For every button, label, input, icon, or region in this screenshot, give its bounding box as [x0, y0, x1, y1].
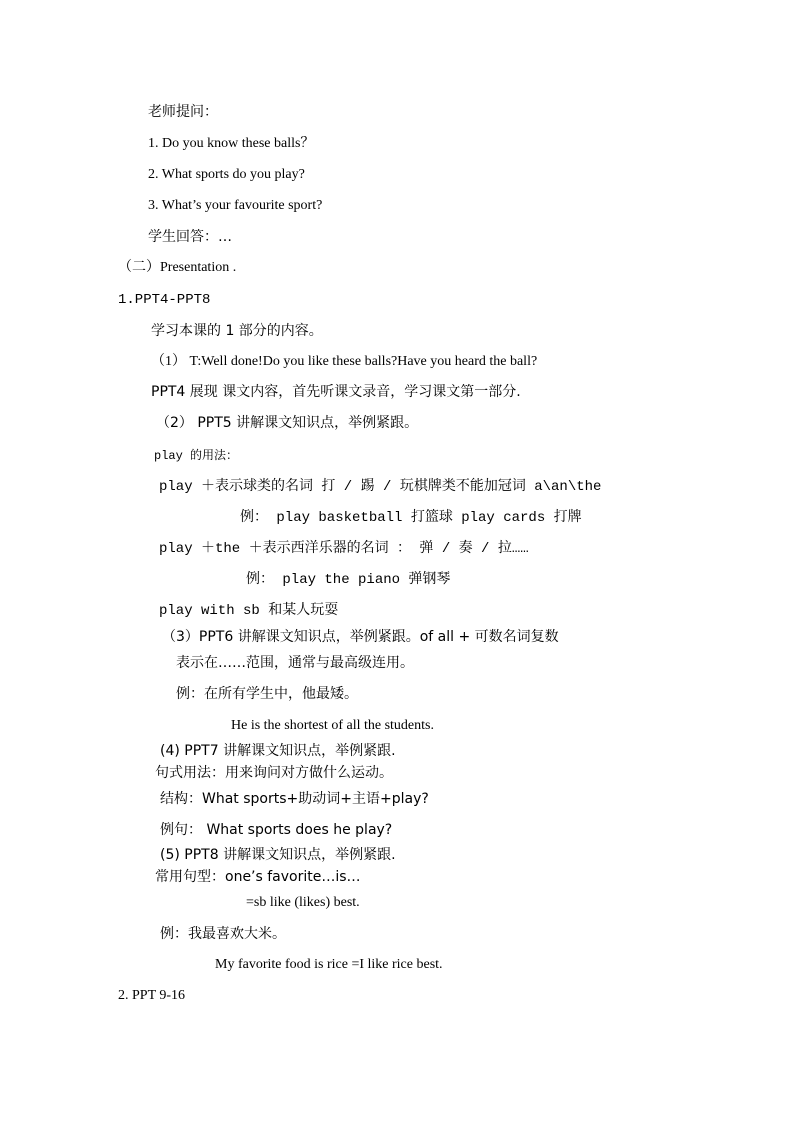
equals-line: =sb like (likes) best.	[246, 895, 360, 910]
play-rule-1: play ＋表示球类的名词 打 / 踢 / 玩棋牌类不能加冠词 a\an\the	[159, 479, 602, 495]
rice-english: My favorite food is rice =I like rice best.	[215, 957, 443, 972]
play-usage-label: play 的用法：	[154, 449, 239, 463]
sub-item-4: (4) PPT7 讲解课文知识点，举例紧跟.	[160, 743, 396, 759]
play-rule-2: play ＋the ＋表示西洋乐器的名词 ： 弹 / 奏 / 拉……	[159, 541, 529, 557]
play-example-2: 例： play the piano 弹钢琴	[246, 572, 451, 588]
example-sentence: 例句： What sports does he play?	[160, 822, 393, 838]
sub-item-3-english: He is the shortest of all the students.	[231, 718, 434, 733]
question-1: 1. Do you know these balls？	[148, 136, 315, 151]
sub-item-3-example: 例：在所有学生中，他最矮。	[176, 686, 358, 702]
sub-item-3: （3）PPT6 讲解课文知识点，举例紧跟。of all + 可数名词复数	[162, 629, 559, 645]
sub-item-5: (5) PPT8 讲解课文知识点，举例紧跟.	[160, 847, 396, 863]
sub-item-3-description: 表示在……范围，通常与最高级连用。	[176, 655, 414, 671]
structure-line: 结构：What sports+助动词+主语+play?	[160, 791, 429, 807]
common-pattern: 常用句型：one’s favorite…is…	[155, 869, 361, 885]
question-2: 2. What sports do you play?	[148, 167, 305, 182]
sub-item-1: （1） T:Well done!Do you like these balls?Have you heard the ball?	[151, 354, 538, 369]
list-item-1: 1.PPT4-PPT8	[118, 292, 211, 308]
play-example-1: 例： play basketball 打篮球 play cards 打牌	[240, 510, 582, 526]
teacher-question-label: 老师提问：	[148, 104, 218, 120]
question-3: 3. What’s your favourite sport?	[148, 198, 323, 213]
rice-example: 例：我最喜欢大米。	[160, 926, 286, 942]
section-heading: （二）Presentation .	[118, 260, 237, 275]
pattern-usage: 句式用法：用来询问对方做什么运动。	[155, 765, 393, 781]
ppt4-line: PPT4 展现 课文内容，首先听课文录音，学习课文第一部分.	[151, 384, 521, 400]
play-rule-3: play with sb 和某人玩耍	[159, 603, 339, 619]
student-answer-label: 学生回答：…	[148, 229, 232, 245]
learn-line: 学习本课的 1 部分的内容。	[151, 323, 323, 339]
sub-item-2: （2） PPT5 讲解课文知识点，举例紧跟。	[156, 415, 419, 431]
list-item-2: 2. PPT 9-16	[118, 988, 186, 1003]
